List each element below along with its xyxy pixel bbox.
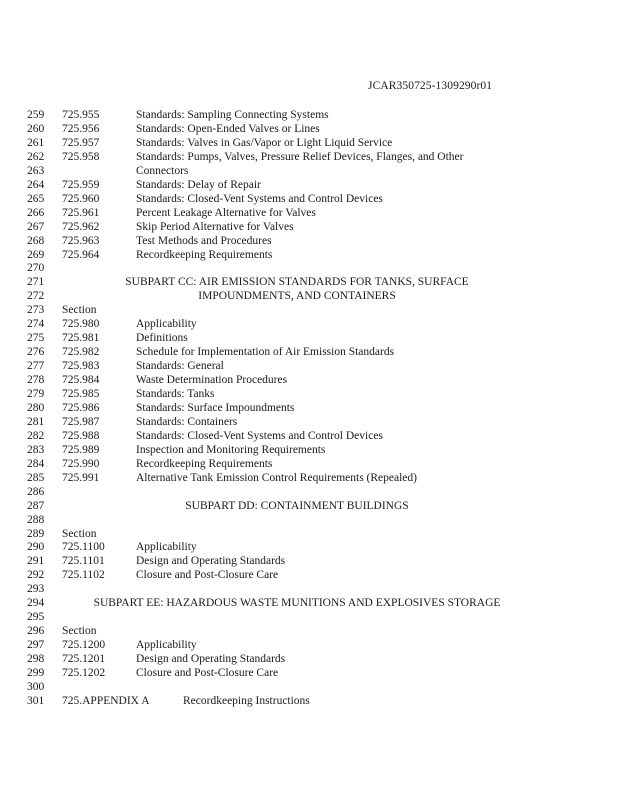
section-number: 725.959 [62,178,100,191]
section-title: Waste Determination Procedures [136,374,288,387]
section-number: 725.960 [62,192,100,205]
line-number: 262 [27,150,45,163]
section-number: 725.963 [62,234,100,247]
section-number: 725.990 [62,457,100,470]
line-number: 283 [27,443,45,456]
line-number: 286 [27,485,45,498]
section-title: Recordkeeping Requirements [136,457,273,470]
section-number: 725.987 [62,415,100,428]
section-title: Standards: Sampling Connecting Systems [136,109,329,121]
section-number: 725.1100 [62,541,105,554]
section-title: Skip Period Alternative for Valves [136,220,294,233]
section-title: Standards: Closed-Vent Systems and Control Devices [136,192,383,205]
line-number: 267 [27,220,45,233]
line-number: 296 [27,625,45,638]
section-number: 725.1102 [62,569,105,582]
section-title: Recordkeeping Requirements [136,248,273,261]
subpart-heading: IMPOUNDMENTS, AND CONTAINERS [198,290,396,303]
section-title: Applicability [136,639,197,652]
section-number: 725.983 [62,360,100,373]
line-number: 301 [27,694,45,707]
section-number: 725.961 [62,206,100,219]
line-number: 290 [27,541,45,554]
section-number: 725.957 [62,136,100,149]
section-number: 725.964 [62,248,100,261]
line-number: 293 [27,583,45,596]
section-number: 725.958 [62,150,100,163]
subpart-heading: SUBPART EE: HAZARDOUS WASTE MUNITIONS AND EXPLOSIVES STORAGE [93,597,501,610]
line-number: 278 [27,374,45,387]
line-number: 274 [27,318,45,331]
line-number: 277 [27,360,45,373]
line-number: 287 [27,499,45,512]
section-title: Closure and Post-Closure Care [136,667,279,679]
subpart-heading: SUBPART DD: CONTAINMENT BUILDINGS [185,499,409,512]
section-title: Standards: Containers [136,415,238,428]
section-number: 725.1202 [62,667,106,679]
line-number: 280 [27,401,45,414]
document-code: JCAR350725-1309290r01 [368,80,493,92]
section-number: 725.984 [62,374,100,387]
section-title: Design and Operating Standards [136,555,286,568]
line-number: 299 [27,667,45,679]
section-number: 725.1101 [62,555,105,568]
line-number: 297 [27,639,45,652]
section-title: Applicability [136,541,197,554]
line-number: 265 [27,192,45,205]
line-number: 268 [27,234,45,247]
subpart-heading: SUBPART CC: AIR EMISSION STANDARDS FOR TANKS, SURFACE [125,276,469,289]
section-title: Definitions [136,332,188,345]
section-number: 725.980 [62,318,100,331]
section-number: 725.986 [62,401,100,414]
line-number: 279 [27,388,45,400]
section-title: Standards: General [136,360,224,373]
section-title: Test Methods and Procedures [136,234,272,247]
section-number: 725.991 [62,471,100,484]
line-number: 266 [27,206,45,219]
section-title: Closure and Post-Closure Care [136,569,279,582]
section-number: Section [62,527,97,540]
section-number: 725.989 [62,443,100,456]
section-title: Applicability [136,318,197,331]
line-number: 271 [27,276,45,289]
section-number: 725.955 [62,109,100,121]
line-number: 292 [27,569,45,582]
line-number: 273 [27,304,45,317]
line-number: 259 [27,109,45,121]
section-number: 725.962 [62,220,100,233]
section-title: Standards: Open-Ended Valves or Lines [136,122,320,135]
line-number: 276 [27,346,45,359]
section-title: Standards: Surface Impoundments [136,401,295,414]
section-number: 725.APPENDIX A [62,694,150,707]
section-title: Design and Operating Standards [136,653,286,666]
line-number: 295 [27,611,45,624]
line-number: 270 [27,262,45,275]
line-number: 275 [27,332,45,345]
section-title: Standards: Tanks [136,388,215,400]
line-number: 284 [27,457,45,470]
section-number: Section [62,625,97,638]
section-title: Standards: Closed-Vent Systems and Control Devices [136,429,383,442]
line-number: 269 [27,248,45,261]
section-title: Standards: Valves in Gas/Vapor or Light Liquid Service [136,136,393,149]
line-number: 291 [27,555,45,568]
line-number: 263 [27,164,45,177]
line-number: 272 [27,290,45,303]
line-number: 298 [27,653,45,666]
section-title: Inspection and Monitoring Requirements [136,443,326,456]
section-number: 725.956 [62,122,100,135]
line-number: 281 [27,415,45,428]
line-number: 260 [27,122,45,135]
section-title: Standards: Pumps, Valves, Pressure Relief Devices, Flanges, and Other [136,150,464,163]
line-number: 261 [27,136,45,149]
section-number: 725.1201 [62,653,106,666]
section-number: 725.1200 [62,639,106,652]
section-number: 725.981 [62,332,100,345]
appendix-title: Recordkeeping Instructions [183,694,310,707]
line-number: 300 [27,680,45,693]
section-number: 725.985 [62,388,100,400]
section-number: Section [62,304,97,317]
section-title: Schedule for Implementation of Air Emission Standards [136,346,395,359]
line-number: 289 [27,527,45,540]
line-number: 288 [27,513,45,526]
section-title: Standards: Delay of Repair [136,178,261,191]
line-number: 282 [27,429,45,442]
line-number: 285 [27,471,45,484]
section-title: Alternative Tank Emission Control Requirements (Repealed) [136,471,417,484]
section-number: 725.982 [62,346,100,359]
line-number: 264 [27,178,45,191]
section-number: 725.988 [62,429,100,442]
line-number: 294 [27,597,45,610]
section-title: Connectors [136,164,189,177]
section-title: Percent Leakage Alternative for Valves [136,206,316,219]
